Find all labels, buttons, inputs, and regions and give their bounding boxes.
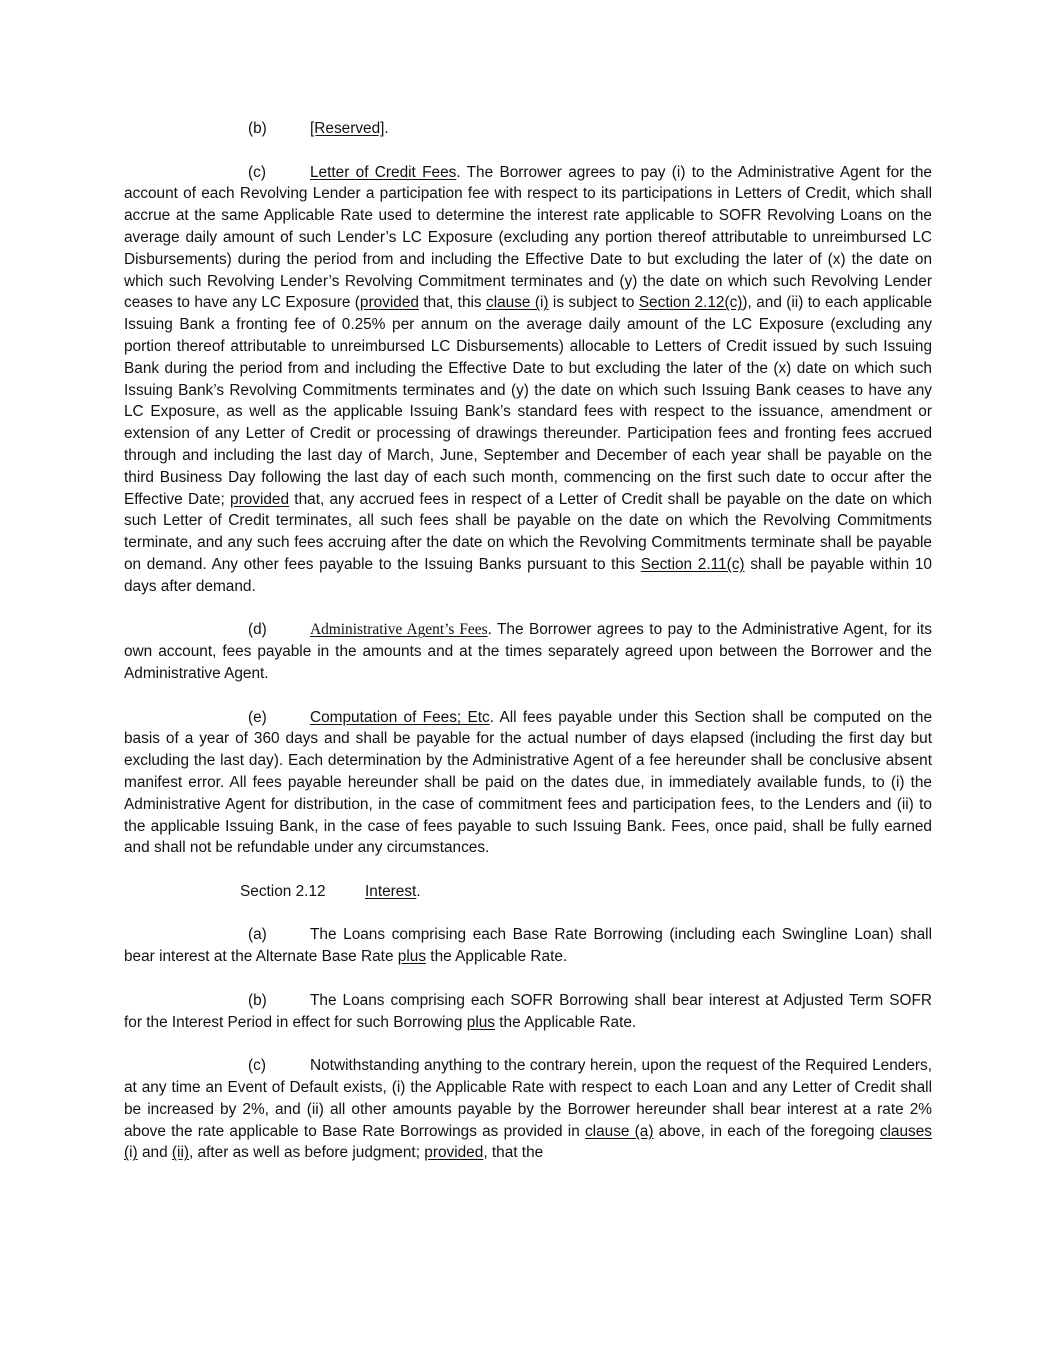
document-page xyxy=(124,118,932,1164)
paragraph-text: . xyxy=(384,120,389,137)
paragraph-text: that, this xyxy=(418,294,486,312)
underlined-term: provided xyxy=(359,294,419,312)
paragraph-heading: Administrative Agent’s Fees xyxy=(310,621,488,639)
paragraph-computation-of-fees xyxy=(124,707,932,860)
cross-reference: (ii) xyxy=(171,1144,189,1162)
paragraph-text: . The Borrower agrees to pay to the Administrative Agent, for its own account, fees payable in the amounts and at the times separately agreed upon between the Borrower and the Administrative Agent. xyxy=(124,621,932,682)
paragraph-reserved xyxy=(124,118,932,140)
section-number: Section 2.12 xyxy=(240,882,326,900)
paragraph-label: (b) xyxy=(248,991,267,1009)
paragraph-text: the Applicable Rate. xyxy=(495,1013,637,1031)
paragraph-text: . All fees payable under this Section shall be computed on the basis of a year of 360 days and shall be payable for the actual number of days elapsed (including the first day but excluding the last day). Each determination by the Administrative Agent of a fee hereunder shall be conclusive absent manifest error. All fees payable hereunder shall be paid on the dates due, in immediately available funds, to (i) the Administrative Agent for distribution, in the case of commitment fees and participation fees, to the Lenders and (ii) to the applicable Issuing Bank, in the case of fees payable to such Issuing Bank. Fees, once paid, shall be fully earned and shall not be refundable under any circumstances. xyxy=(124,708,933,857)
cross-reference: Section 2.12(c) xyxy=(638,294,743,312)
paragraph-label: (a) xyxy=(248,926,267,944)
paragraph-label: (b) xyxy=(248,120,267,137)
paragraph-heading: Computation of Fees; Etc xyxy=(310,708,490,726)
paragraph-interest-b xyxy=(124,990,932,1034)
paragraph-letter-of-credit-fees xyxy=(124,162,932,598)
paragraph-interest-a xyxy=(124,924,932,968)
cross-reference: Section 2.11(c) xyxy=(640,555,745,573)
cross-reference: clause (a) xyxy=(584,1122,654,1140)
paragraph-heading: [Reserved] xyxy=(310,120,385,137)
underlined-term: plus xyxy=(397,948,427,966)
paragraph-text: . The Borrower agrees to pay (i) to the Administrative Agent for the account of each Revolving Lender a participation fee with respect to its participations in Letters of Credit, which shall accrue at the same Applicable Rate used to determine the interest rate applicable to SOFR Revolving Loans on the average daily amount of such Lender’s LC Exposure (excluding any portion thereof attributable to unreimbursed LC Disbursements) during the period from and including the Effective Date to but excluding the later of (x) the date on which such Revolving Lender’s Revolving Commitment terminates and (y) the date on which such Revolving Lender ceases to have any LC Exposure ( xyxy=(124,163,932,312)
paragraph-label: (c) xyxy=(248,1057,266,1075)
paragraph-text: , after as well as before judgment; xyxy=(189,1144,425,1162)
cross-reference: clauses (i) xyxy=(124,1122,932,1162)
paragraph-text: Notwithstanding anything to the contrary herein, upon the request of the Required Lenders, at any time an Event of Default exists, (i) the Applicable Rate with respect to each Loan and any Letter of Credit shall be increased by 2%, and (ii) all other amounts payable by the Borrower hereunder shall bear interest at a rate 2% above the rate applicable to Base Rate Borrowings as provided in xyxy=(124,1057,932,1140)
paragraph-text: , that the xyxy=(483,1144,544,1162)
paragraph-text: and xyxy=(137,1144,172,1162)
paragraph-heading: Letter of Credit Fees xyxy=(310,163,457,181)
paragraph-interest-c xyxy=(124,1055,932,1164)
underlined-term: provided xyxy=(230,490,290,508)
underlined-term: provided xyxy=(424,1144,484,1162)
underlined-term: plus xyxy=(466,1013,495,1031)
paragraph-label: (e) xyxy=(248,708,267,726)
paragraph-text: that, any accrued fees in respect of a Letter of Credit shall be payable on the date on which such Letter of Credit terminates, all such fees shall be payable on the date on which the Revolving Commitments terminate, and any such fees accruing after the date on which the Revolving Commitments terminate shall be payable on demand. Any other fees payable to the Issuing Banks pursuant to this xyxy=(124,490,932,573)
paragraph-text: is subject to xyxy=(548,294,639,312)
paragraph-text: The Loans comprising each Base Rate Borrowing (including each Swingline Loan) shall bear interest at the Alternate Base Rate xyxy=(124,926,932,966)
paragraph-text: above, in each of the foregoing xyxy=(653,1122,880,1140)
paragraph-text: shall be payable within 10 days after demand. xyxy=(124,555,932,595)
paragraph-label: (d) xyxy=(248,621,267,639)
section-title: Interest xyxy=(365,882,417,900)
paragraph-label: (c) xyxy=(248,163,266,181)
paragraph-text: The Loans comprising each SOFR Borrowing shall bear interest at Adjusted Term SOFR for the Interest Period in effect for such Borrowing xyxy=(124,991,932,1031)
paragraph-text: ), and (ii) to each applicable Issuing Bank a fronting fee of 0.25% per annum on the average daily amount of the LC Exposure (excluding any portion thereof attributable to unreimbursed LC Disbursements) allocable to Letters of Credit issued by such Issuing Bank during the period from and including the Effective Date to but excluding the later of the (x) date on which such Issuing Bank’s Revolving Commitments terminates and (y) the date on which such Issuing Bank ceases to have any LC Exposure, as well as the applicable Issuing Bank’s standard fees with respect to the issuance, amendment or extension of any Letter of Credit or processing of drawings thereunder. Participation fees and fronting fees accrued through and including the last day of March, June, September and December of each year shall be payable on the third Business Day following the last day of each such month, commencing on the first such date to occur after the Effective Date; xyxy=(124,294,933,508)
section-title-end: . xyxy=(416,882,421,900)
cross-reference: clause (i) xyxy=(486,294,549,312)
paragraph-administrative-agent-fees xyxy=(124,619,932,684)
paragraph-text: the Applicable Rate. xyxy=(426,948,568,966)
section-heading-2-12 xyxy=(124,881,932,903)
